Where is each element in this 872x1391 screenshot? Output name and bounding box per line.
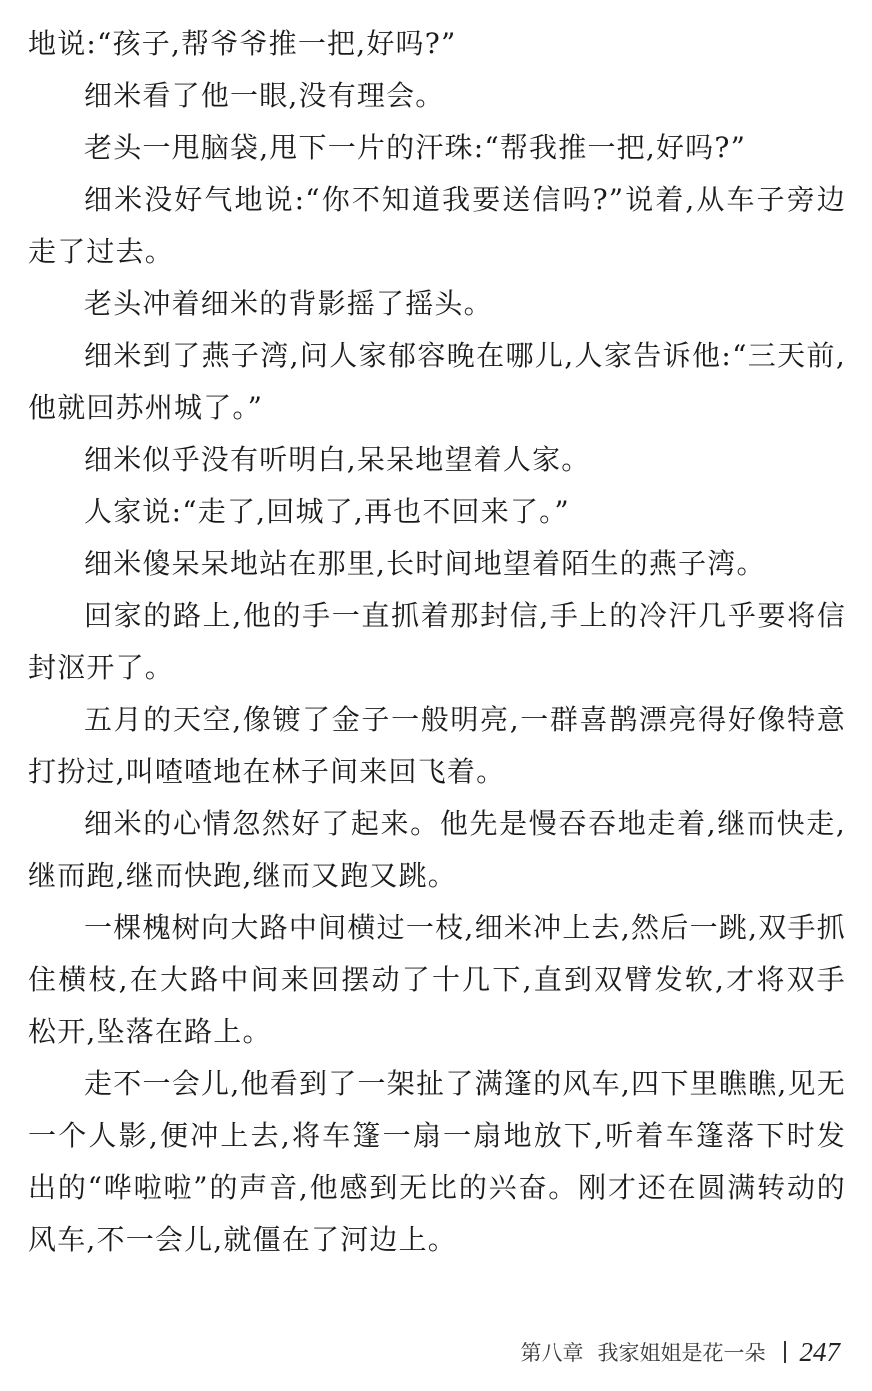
paragraph: 走不一会儿,他看到了一架扯了满篷的风车,四下里瞧瞧,见无一个人影,便冲上去,将车篷一扇一扇地放下,听着车篷落下时发出的“哗啦啦”的声音,他感到无比的兴奋。刚才还在圆满转动的风车,不一会儿,就僵在了河边上。 <box>28 1067 846 1256</box>
paragraph: 地说:“孩子,帮爷爷推一把,好吗?” <box>28 27 457 60</box>
paragraph: 回家的路上,他的手一直抓着那封信,手上的冷汗几乎要将信封沤开了。 <box>28 599 846 684</box>
paragraph: 细米的心情忽然好了起来。他先是慢吞吞地走着,继而快走,继而跑,继而快跑,继而又跑又跳。 <box>28 807 846 892</box>
page-footer <box>521 1332 841 1372</box>
body-text <box>28 18 846 1266</box>
paragraph: 五月的天空,像镀了金子一般明亮,一群喜鹊漂亮得好像特意打扮过,叫喳喳地在林子间来回飞着。 <box>28 703 846 788</box>
paragraph: 老头一甩脑袋,甩下一片的汗珠:“帮我推一把,好吗?” <box>84 131 747 164</box>
paragraph: 细米傻呆呆地站在那里,长时间地望着陌生的燕子湾。 <box>84 547 766 580</box>
chapter-number: 第八章 <box>520 1341 584 1365</box>
paragraph: 细米似乎没有听明白,呆呆地望着人家。 <box>84 443 591 476</box>
footer-divider <box>784 1341 786 1363</box>
page-number: 247 <box>799 1336 840 1367</box>
paragraph: 细米没好气地说:“你不知道我要送信吗?”说着,从车子旁边走了过去。 <box>28 183 846 268</box>
paragraph: 一棵槐树向大路中间横过一枝,细米冲上去,然后一跳,双手抓住横枝,在大路中间来回摆动了十几下,直到双臂发软,才将双手松开,坠落在路上。 <box>28 911 846 1048</box>
paragraph: 老头冲着细米的背影摇了摇头。 <box>84 287 493 320</box>
paragraph: 细米看了他一眼,没有理会。 <box>84 79 445 112</box>
chapter-title: 我家姐姐是花一朵 <box>597 1341 766 1365</box>
paragraph: 人家说:“走了,回城了,再也不回来了。” <box>84 495 570 528</box>
paragraph: 细米到了燕子湾,问人家郁容晚在哪儿,人家告诉他:“三天前,他就回苏州城了。” <box>28 339 846 424</box>
